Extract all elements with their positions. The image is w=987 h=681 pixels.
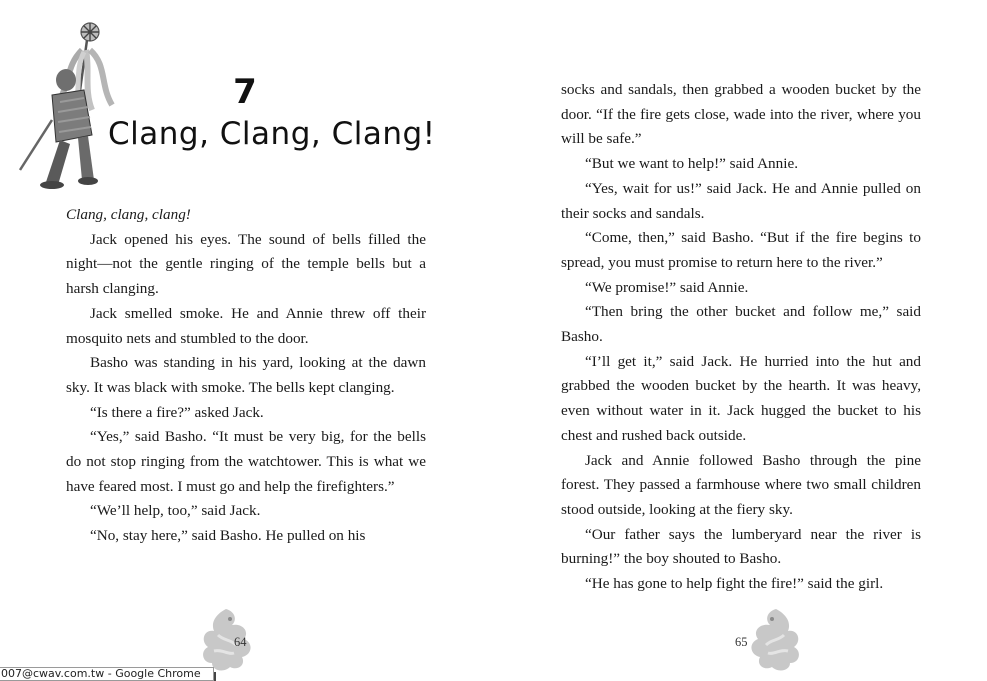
page-number: 65 — [735, 635, 748, 649]
paragraph: “We promise!” said Annie. — [585, 278, 749, 296]
right-page-text — [561, 78, 921, 597]
dragon-icon — [196, 605, 258, 673]
window-edge-handle — [214, 672, 216, 681]
chrome-window-tab[interactable]: 007@cwav.com.tw - Google Chrome — [0, 667, 214, 681]
page-number: 64 — [234, 635, 247, 649]
paragraph: Clang, clang, clang! — [66, 206, 191, 223]
paragraph: Basho was standing in his yard, looking at the dawn sky. It was black with smoke. The bells kept clanging. — [66, 354, 426, 396]
chapter-number: 7 — [233, 72, 257, 112]
paragraph: Jack opened his eyes. The sound of bells filled the night—not the gentle ringing of the temple bells but a harsh clanging. — [66, 230, 426, 298]
paragraph: “Our father says the lumberyard near the river is burning!” the boy shouted to Basho. — [561, 525, 921, 568]
paragraph: “We’ll help, too,” said Jack. — [90, 502, 261, 520]
paragraph: “Come, then,” said Basho. “But if the fire begins to spread, you must promise to return here to the river.” — [561, 229, 921, 271]
paragraph: “But we want to help!” said Annie. — [585, 155, 798, 173]
paragraph: “No, stay here,” said Basho. He pulled on his — [90, 527, 366, 545]
paragraph: Jack smelled smoke. He and Annie threw off their mosquito nets and stumbled to the door. — [66, 304, 426, 347]
paragraph: “Yes, wait for us!” said Jack. He and Annie pulled on their socks and sandals. — [561, 179, 921, 222]
paragraph: “Then bring the other bucket and follow me,” said Basho. — [561, 303, 921, 346]
chapter-title: Clang, Clang, Clang! — [108, 116, 436, 152]
paragraph: “Yes,” said Basho. “It must be very big, for the bells do not stop ringing from the watchtower. This is what we have feared most. I must go and help the firefighters.” — [66, 428, 426, 495]
ninja-illustration-icon — [12, 10, 122, 195]
paragraph: socks and sandals, then grabbed a wooden bucket by the door. “If the fire gets close, wade into the river, where you will be safe.” — [561, 81, 921, 148]
dragon-icon — [744, 605, 806, 673]
paragraph: “He has gone to help fight the fire!” said the girl. — [585, 575, 884, 593]
paragraph: “I’ll get it,” said Jack. He hurried into the hut and grabbed the wooden bucket by the hearth. It was heavy, even without water in it. Jack hugged the bucket to his chest and rushed back outside. — [561, 352, 921, 444]
left-page — [0, 0, 493, 681]
left-page-text — [66, 203, 426, 549]
paragraph: Jack and Annie followed Basho through the pine forest. They passed a farmhouse where two small children stood outside, looking at the fiery sky. — [561, 451, 921, 518]
paragraph: “Is there a fire?” asked Jack. — [90, 403, 264, 421]
